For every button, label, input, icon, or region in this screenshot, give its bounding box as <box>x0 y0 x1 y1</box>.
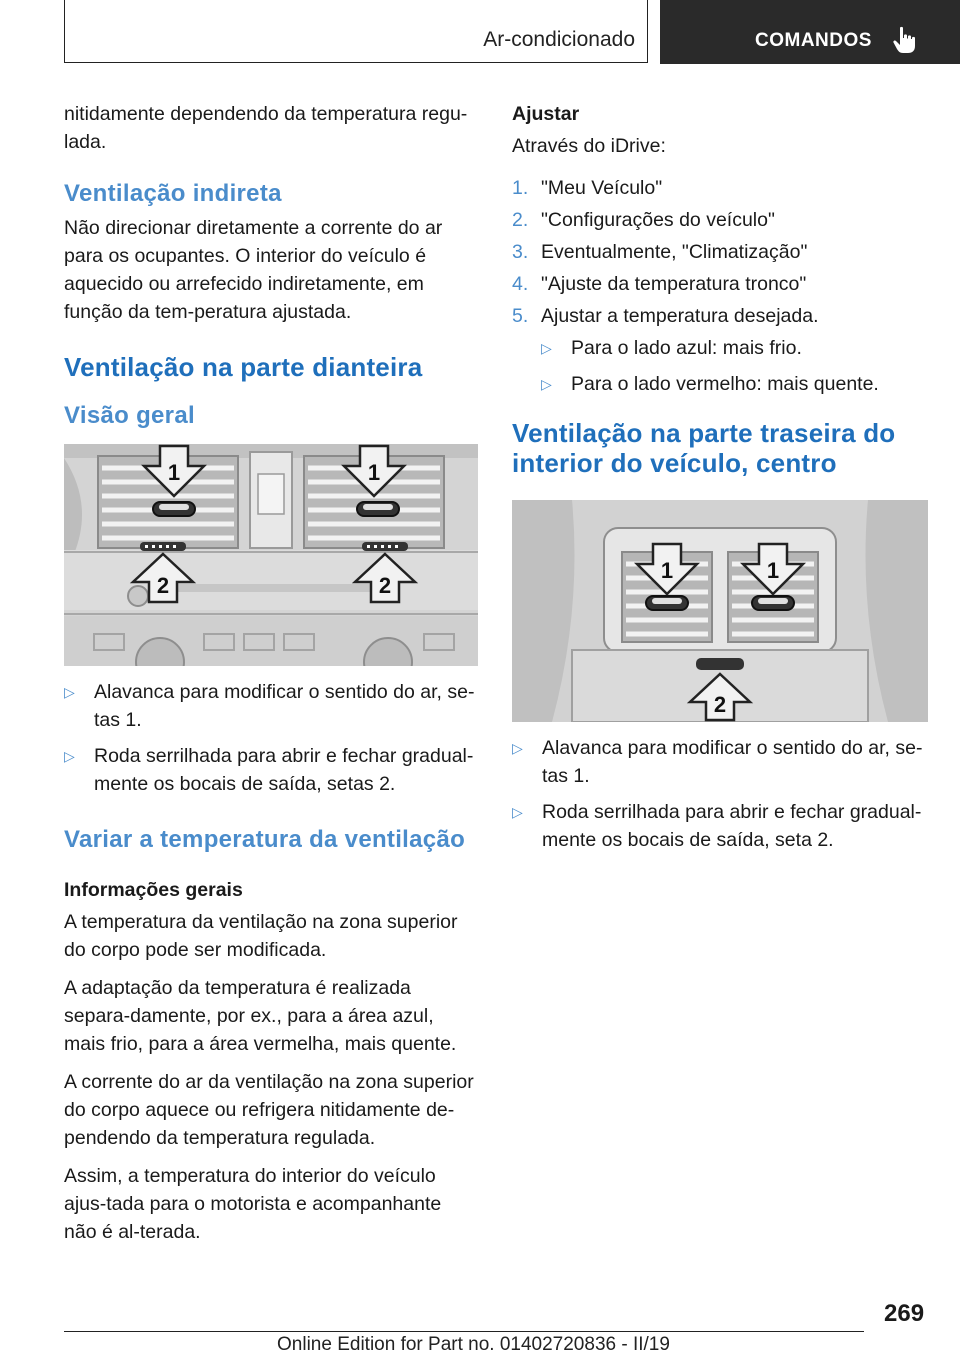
list-item: ▷ Alavanca para modificar o sentido do ar, se-tas 1. <box>512 734 930 790</box>
front-callout-1-right: 1 <box>367 460 381 485</box>
heading-ventilacao-dianteira: Ventilação na parte dianteira <box>64 352 423 382</box>
chapter-title: Ar-condicionado <box>483 28 635 51</box>
paragraph-info-1: A temperatura da ventilação na zona superior do corpo pode ser modificada. <box>64 911 458 961</box>
list-item: ▷ Roda serrilhada para abrir e fechar gradual-mente os bocais de saída, setas 2. <box>64 742 478 798</box>
front-callout-1-left: 1 <box>167 460 181 485</box>
heading-informacoes-gerais: Informações gerais <box>64 879 243 901</box>
heading-ventilacao-indireta: Ventilação indireta <box>64 180 282 207</box>
paragraph-idrive: Através do iDrive: <box>512 135 666 157</box>
temperature-sub-bullets <box>541 334 930 398</box>
header-section-box <box>660 0 960 64</box>
triangle-bullet-icon: ▷ <box>512 804 523 820</box>
rear-vents-illustration <box>512 500 928 722</box>
list-item: 5. Ajustar a temperatura desejada. <box>512 305 819 327</box>
list-item: 3. Eventualmente, "Climatização" <box>512 241 808 263</box>
list-item: 2. "Configurações do veículo" <box>512 209 775 231</box>
header-chapter-box <box>64 0 648 63</box>
right-column <box>512 100 930 862</box>
rear-callout-2: 2 <box>713 692 727 717</box>
rear-callout-1-right: 1 <box>766 558 780 583</box>
footer-divider <box>64 1331 864 1332</box>
left-column <box>64 100 478 1256</box>
list-item: 4. "Ajuste da temperatura tronco" <box>512 273 807 295</box>
front-callout-2-left: 2 <box>156 573 170 598</box>
footer-edition: Online Edition for Part no. 01402720836 - II/19 <box>277 1334 670 1355</box>
heading-ventilacao-traseira: Ventilação na parte traseira do interior do veículo, centro <box>512 418 896 478</box>
page-number: 269 <box>884 1300 925 1327</box>
paragraph-info-2: A adaptação da temperatura é realizada separa-damente, por ex., para a área azul, mais frio, para a área vermelha, mais quente. <box>64 977 457 1055</box>
list-item: ▷ Roda serrilhada para abrir e fechar gradual-mente os bocais de saída, seta 2. <box>512 798 930 854</box>
triangle-bullet-icon: ▷ <box>512 740 523 756</box>
paragraph-indireta: Não direcionar diretamente a corrente do ar para os ocupantes. O interior do veículo é aquecido ou arrefecido indiretamente, em função da tem-peratura ajustada. <box>64 217 443 323</box>
paragraph-continued: nitidamente dependendo da temperatura regu-lada. <box>64 103 468 153</box>
paragraph-info-3: A corrente do ar da ventilação na zona superior do corpo aquece ou refrigera nitidamente de-pendendo da temperatura regulada. <box>64 1071 474 1149</box>
heading-variar-temperatura: Variar a temperatura da ventilação <box>64 826 466 853</box>
idrive-steps-list <box>512 174 930 330</box>
heading-ajustar: Ajustar <box>512 103 580 125</box>
front-vent-bullet-list <box>64 678 478 798</box>
list-item: ▷ Para o lado azul: mais frio. <box>541 334 930 362</box>
front-vents-illustration <box>64 444 478 666</box>
list-item: ▷ Para o lado vermelho: mais quente. <box>541 370 930 398</box>
rear-vent-bullet-list <box>512 734 930 854</box>
triangle-bullet-icon: ▷ <box>64 748 75 764</box>
section-title: COMANDOS <box>755 30 872 51</box>
triangle-bullet-icon: ▷ <box>541 376 552 392</box>
hand-pointer-icon <box>892 26 916 54</box>
heading-visao-geral: Visão geral <box>64 402 195 429</box>
paragraph-info-4: Assim, a temperatura do interior do veículo ajus-tada para o motorista e acompanhante não é al-terada. <box>64 1165 442 1243</box>
list-item: 1. "Meu Veículo" <box>512 177 663 199</box>
rear-callout-1-left: 1 <box>660 558 674 583</box>
triangle-bullet-icon: ▷ <box>541 340 552 356</box>
front-callout-2-right: 2 <box>378 573 392 598</box>
list-item: ▷ Alavanca para modificar o sentido do ar, se-tas 1. <box>64 678 478 734</box>
triangle-bullet-icon: ▷ <box>64 684 75 700</box>
